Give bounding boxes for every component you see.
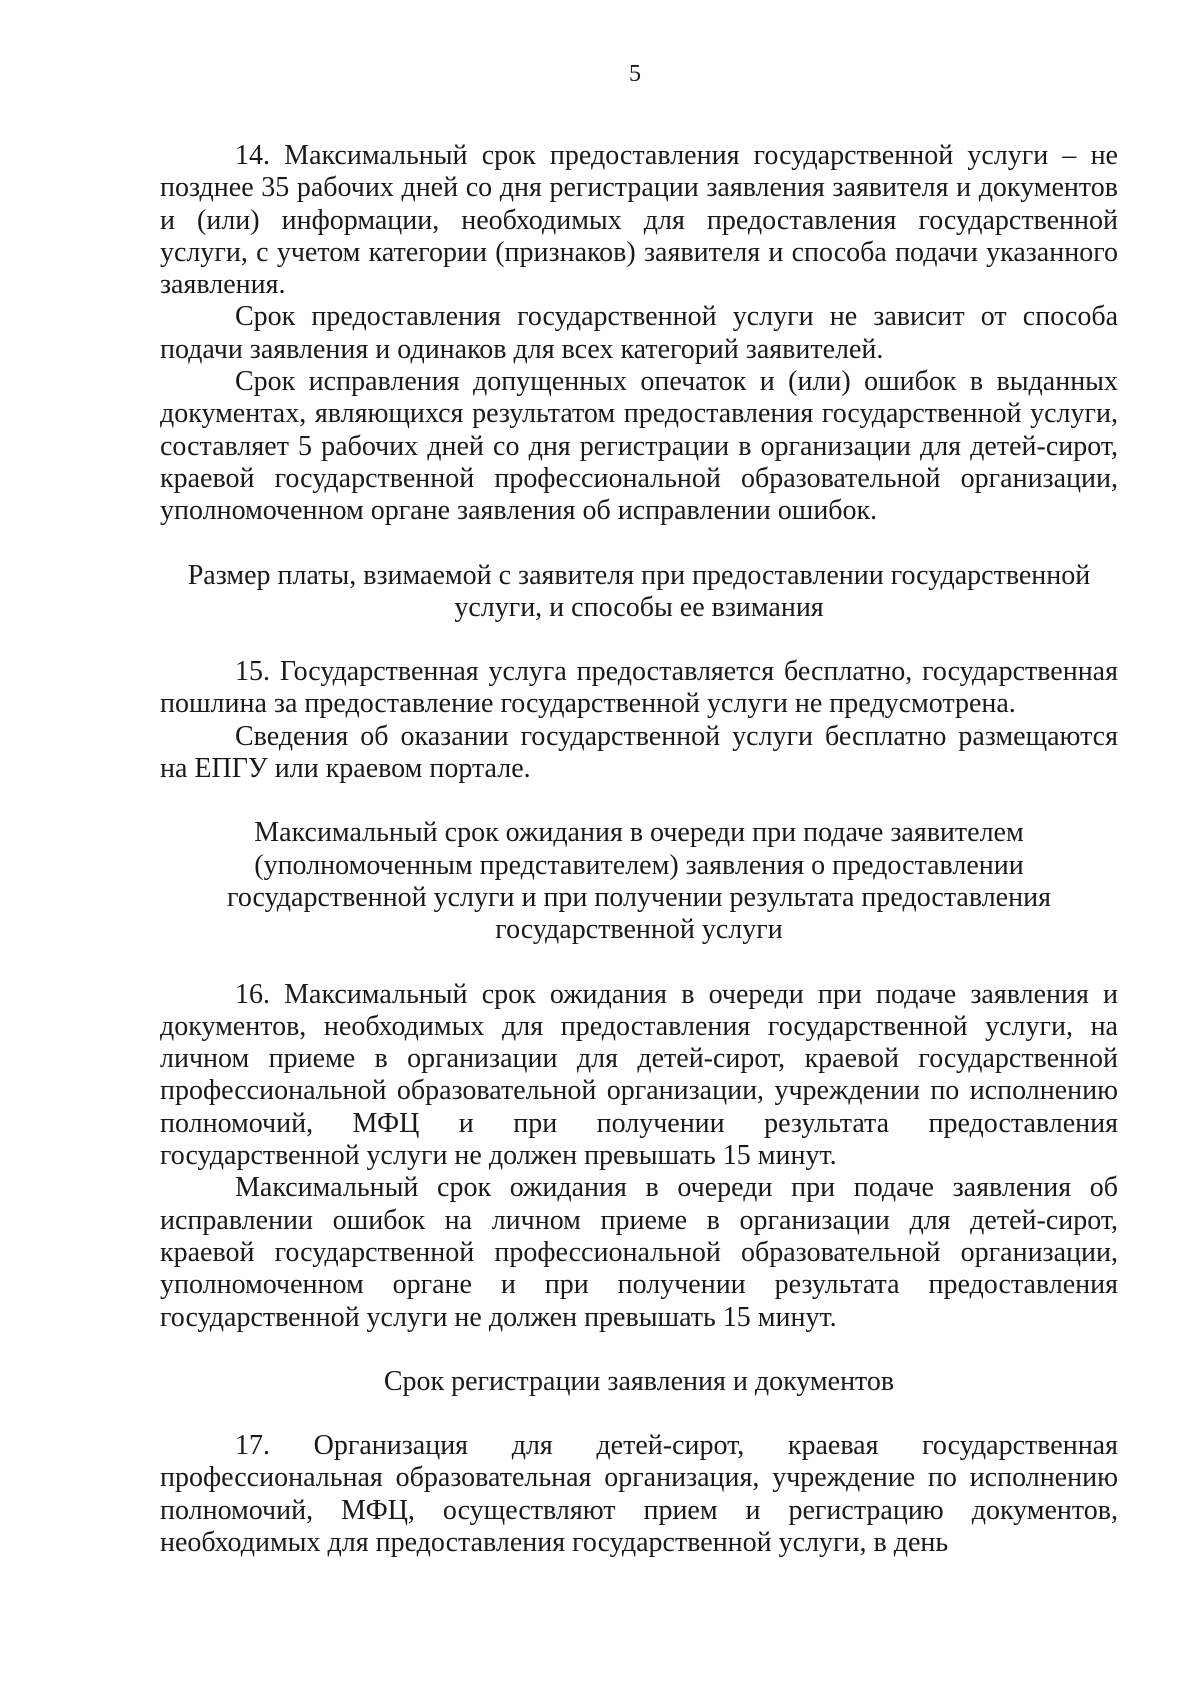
paragraph-14: 14. Максимальный срок предоставления государственной услуги – не позднее 35 рабочих дней со дня регистрации заявления заявителя и документов и (или) информации, необходимых для предоставления государственной услуги, с учетом категории (признаков) заявителя и способа подачи указанного заявления. — [160, 140, 1118, 301]
heading-fee: Размер платы, взимаемой с заявителя при предоставлении государственной услуги, и способы ее взимания — [187, 559, 1091, 623]
paragraph-16: 16. Максимальный срок ожидания в очереди при подаче заявления и документов, необходимых для предоставления государственной услуги, на личном приеме в организации для детей-сирот, краевой государственной профессиональной образовательной организации, учреждении по исполнению полномочий, МФЦ и при получении результата предоставления государственной услуги не должен превышать 15 минут. — [160, 978, 1118, 1172]
paragraph-15-info: Сведения об оказании государственной услуги бесплатно размещаются на ЕПГУ или краевом портале. — [160, 720, 1118, 785]
paragraph-14-correction: Срок исправления допущенных опечаток и (или) ошибок в выданных документах, являющихся результатом предоставления государственной услуги, составляет 5 рабочих дней со дня регистрации в организации для детей-сирот, краевой государственной профессиональной образовательной организации, уполномоченном органе заявления об исправлении ошибок. — [160, 366, 1118, 527]
paragraph-15: 15. Государственная услуга предоставляется бесплатно, государственная пошлина за предоставление государственной услуги не предусмотрена. — [160, 656, 1118, 720]
heading-queue-time: Максимальный срок ожидания в очереди при подаче заявителем (уполномоченным представителем) заявления о предоставлении государственной услуги и при получении результата предоставления государственной услуги — [227, 817, 1051, 946]
heading-registration: Срок регистрации заявления и документов — [383, 1365, 895, 1397]
page-number: 5 — [629, 61, 641, 87]
document-body — [160, 140, 1118, 1559]
paragraph-14-term: Срок предоставления государственной услуги не зависит от способа подачи заявления и одинаков для всех категорий заявителей. — [160, 301, 1118, 365]
paragraph-17: 17. Организация для детей-сирот, краевая государственная профессиональная образовательная организация, учреждение по исполнению полномочий, МФЦ, осуществляют прием и регистрацию документов, необходимых для предоставления государственной услуги, в день — [160, 1430, 1118, 1558]
paragraph-16-correction: Максимальный срок ожидания в очереди при подаче заявления об исправлении ошибок на личном приеме в организации для детей-сирот, краевой государственной профессиональной образовательной организации, уполномоченном органе и при получении результата предоставления государственной услуги не должен превышать 15 минут. — [160, 1172, 1118, 1333]
